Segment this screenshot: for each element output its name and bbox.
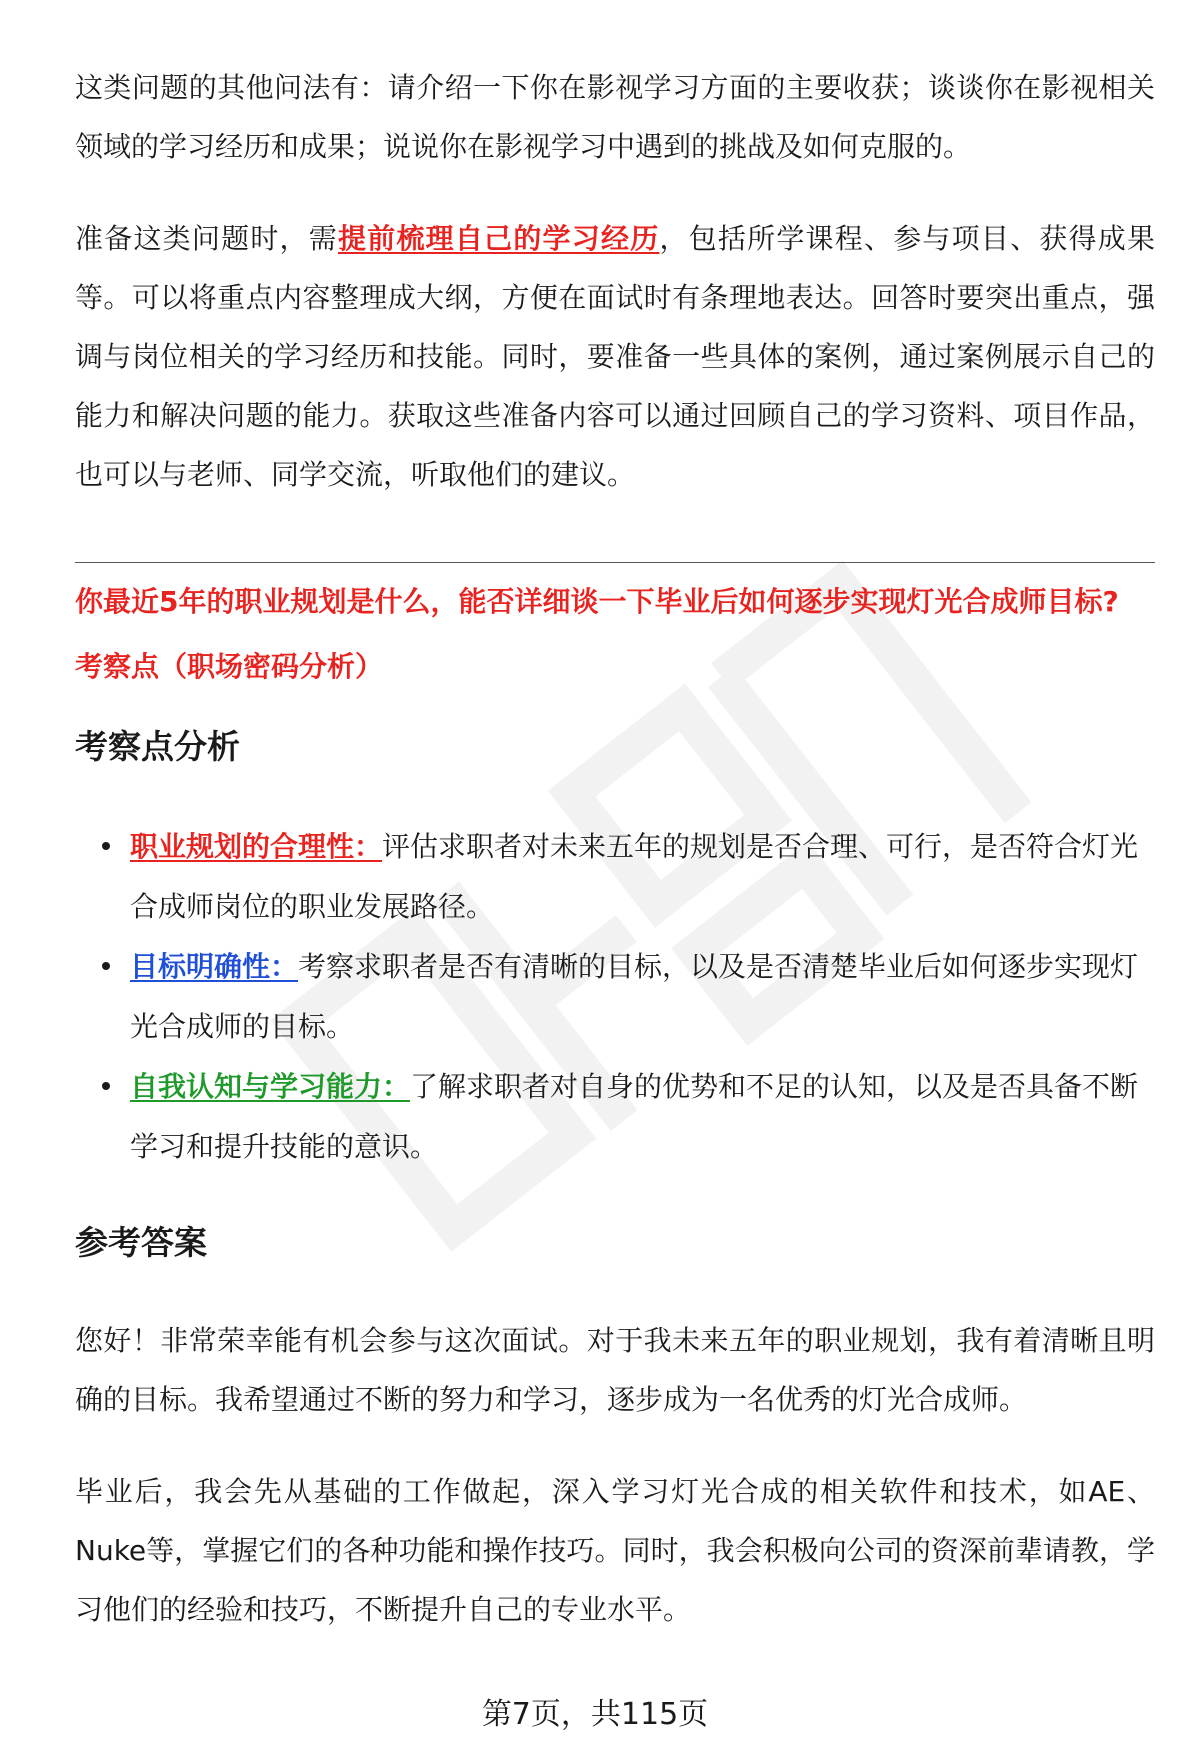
analysis-item-keyword: 自我认知与学习能力： [130,1070,411,1103]
analysis-item-text: 考察求职者是否有清晰的目标，以及是否清楚毕业后如何逐步实现灯光合成师的目标。 [130,950,1139,1043]
answer-paragraph: 毕业后，我会先从基础的工作做起，深入学习灯光合成的相关软件和技术，如AE、Nuke等，掌握它们的各种功能和操作技巧。同时，我会积极向公司的资深前辈请教，学习他们的经验和技巧，不断提升自己的专业水平。 [75,1475,1155,1626]
analysis-heading: 考察点分析 [75,727,240,766]
bullet-dot-icon [102,962,110,970]
preparation-paragraph [75,209,1155,504]
bullet-dot-icon [102,1082,110,1090]
analysis-item-keyword: 职业规划的合理性： [130,830,383,863]
analysis-item-goal-clarity [75,937,1155,1057]
analysis-item-text: 了解求职者对自身的优势和不足的认知，以及是否具备不断学习和提升技能的意识。 [130,1070,1139,1163]
bullet-dot-icon [102,842,110,850]
section-divider [75,562,1155,563]
analysis-item-text: 评估求职者对未来五年的规划是否合理、可行，是否符合灯光合成师岗位的职业发展路径。 [130,830,1139,923]
answer-paragraph: 您好！非常荣幸能有机会参与这次面试。对于我未来五年的职业规划，我有着清晰且明确的目标。我希望通过不断的努力和学习，逐步成为一名优秀的灯光合成师。 [75,1324,1155,1416]
analysis-item-self-awareness [75,1057,1155,1177]
analysis-list [75,817,1155,1177]
page-number: 第7页，共115页 [481,1697,709,1732]
exam-point-label: 考察点（职场密码分析） [75,650,384,683]
preparation-highlight: 提前梳理自己的学习经历 [338,222,660,255]
preparation-text-after: ，包括所学课程、参与项目、获得成果等。可以将重点内容整理成大纲，方便在面试时有条理地表达。回答时要突出重点，强调与岗位相关的学习经历和技能。同时，要准备一些具体的案例，通过案例展示自己的能力和解决问题的能力。获取这些准备内容可以通过回顾自己的学习资料、项目作品，也可以与老师、同学交流，听取他们的建议。 [75,222,1155,491]
answer-heading: 参考答案 [75,1223,207,1262]
preparation-text-before: 准备这类问题时，需 [75,222,338,255]
interview-question: 你最近5年的职业规划是什么，能否详细谈一下毕业后如何逐步实现灯光合成师目标? [75,585,1119,618]
analysis-item-keyword: 目标明确性： [130,950,299,983]
main-content [75,58,1155,1639]
analysis-item-rationality [75,817,1155,937]
other-ways-paragraph: 这类问题的其他问法有：请介绍一下你在影视学习方面的主要收获；谈谈你在影视相关领域的学习经历和成果；说说你在影视学习中遇到的挑战及如何克服的。 [75,71,1155,163]
